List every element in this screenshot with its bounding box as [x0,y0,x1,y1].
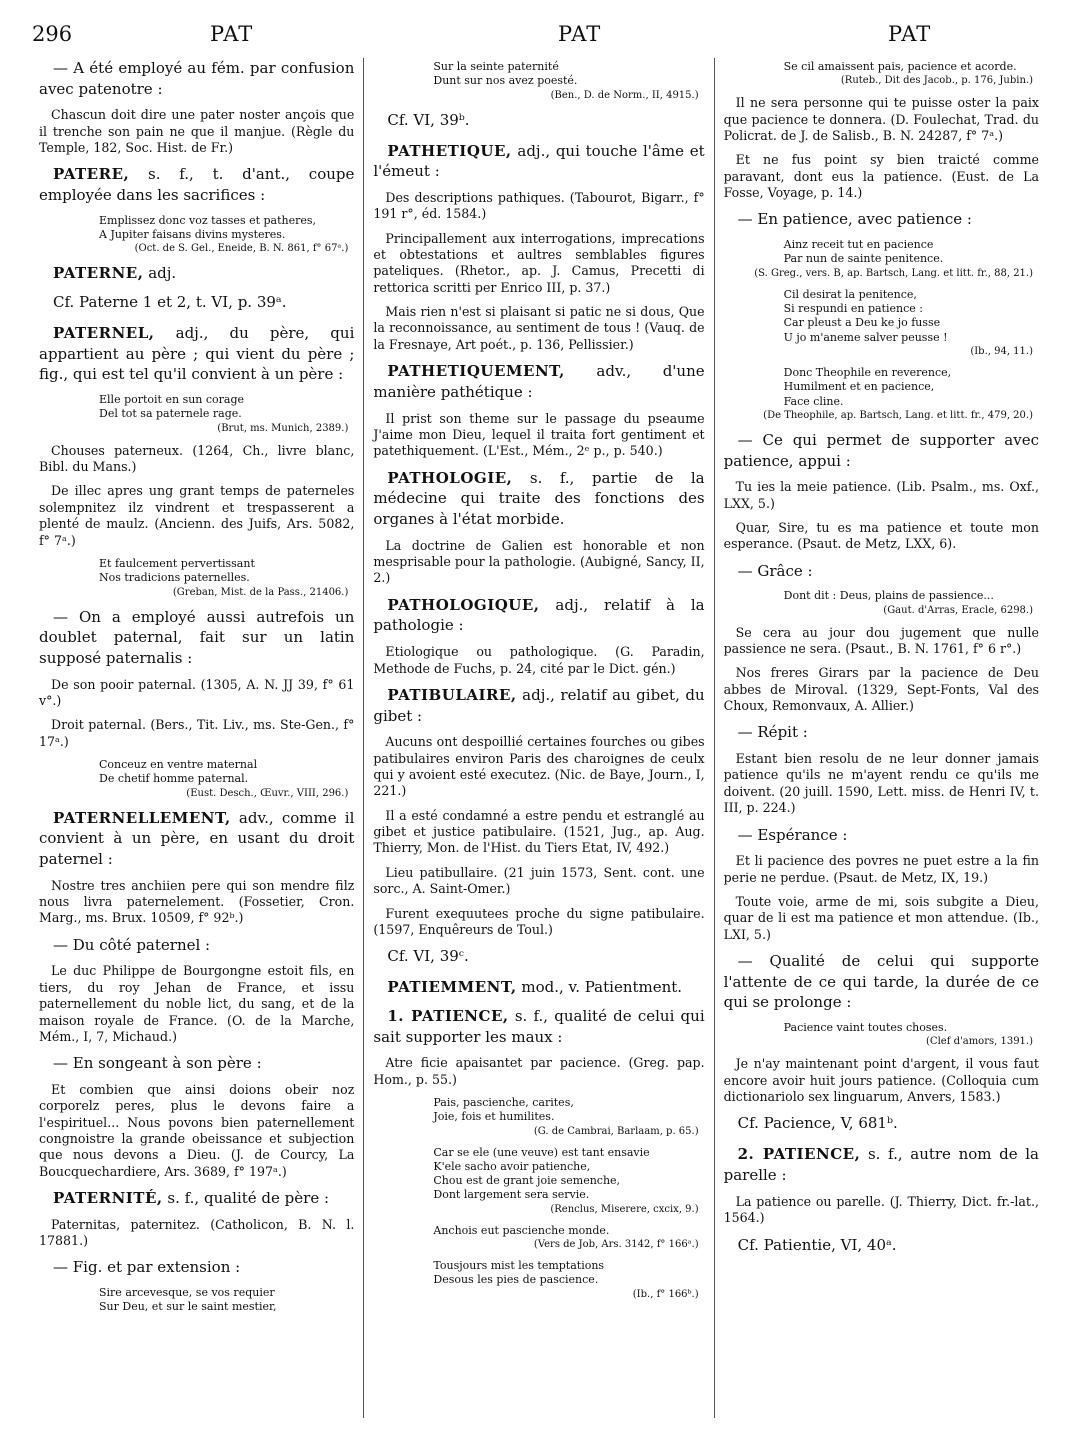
headword: PATERNEL, [53,324,155,343]
entry-text: Nostre tres anchiien pere qui son mendre filz nous livra paternelement. (Fossetier, Cron. Marg., ms. Brux. 10509, f° 92ᵇ.) [39,877,355,926]
verse-line: Pacience vaint toutes choses. [783,1021,948,1035]
entry-text: adv., comme il convient à un père, en usant du droit paternel : [39,808,355,868]
entry-text: Estant bien resolu de ne leur donner jamais patience qu'ils ne m'ayent rendu ce qu'ils me doivent. (20 juill. 1590, Lett. miss. de Henri IV, t. III, p. 224.) [723,751,1039,816]
verse-quotation [373,60,704,102]
dictionary-entry [724,1144,1039,1185]
text-columns [30,58,1048,1418]
verse-line: Nos tradicions paternelles. [99,571,250,585]
verse-source: (Ben., D. de Norm., II, 4915.) [550,89,699,101]
column-right [715,58,1048,1418]
citation [373,231,704,296]
citation [724,1194,1039,1227]
verse-line: Cil desirat la penitence, [783,287,917,301]
verse-line: Si respundi en patience : [783,302,923,316]
verse-line: Dunt sur nos avez poesté. [433,74,578,88]
verse-quotation [39,214,354,256]
verse-quotation [724,589,1039,616]
entry-text: Principallement aux interrogations, imprecations et obtestations et aultres semblables figures pateliques. (Rhetor., ap. J. Camus, Precetti di rettorica scritti per Enrico III, p. 37.) [373,230,705,295]
verse-line: Sur Deu, et sur le saint mestier, [99,1300,277,1314]
entry-text: adj. [148,264,177,283]
entry-text: Toute voie, arme de mi, sois subgite a Dieu, quar de li est ma patience et mon attendue. (Ib., LXI, 5.) [723,893,1039,942]
entry-text: Etiologique ou pathologique. (G. Paradin, Methode de Fuchs, p. 24, cité par le Dict. gén.) [373,644,705,676]
entry-text: Mais rien n'est si plaisant si patic ne si dous, Que la reconnoissance, au sentiment de tous ! (Vauq. de la Fresnaye, Art poét., p. 136, Pellissier.) [373,304,705,352]
entry-text: Il ne sera personne qui te puisse oster la paix que pacience te donnera. (D. Foulechat, Trad. du Policrat. de J. de Salisb., B. N. 24287, f° 7ᵃ.) [723,95,1039,144]
entry-text: Et ne fus point sy bien traicté comme paravant, dont eus la patience. (Eust. de La Fosse, Voyage, p. 14.) [723,152,1039,201]
citation [373,644,704,677]
verse-line: Dont largement sera servie. [433,1188,590,1202]
entry-text: Le duc Philippe de Bourgongne estoit fils, en tiers, du roy Jehan de France, et issu paternellement du noble lict, du sang, et de la maison royale de France. (O. de la Marche, Mém., I, 7, Michaud.) [39,963,355,1044]
verse-line: Dont dit : Deus, plains de passience... [783,589,994,603]
verse-quotation [724,238,1039,280]
headword: PATERNE, [53,264,144,283]
verse-line: Desous les pies de pascience. [433,1273,599,1287]
verse-quotation [39,393,354,435]
verse-source: (Greban, Mist. de la Pass., 21406.) [172,586,349,598]
citation [724,665,1039,714]
verse-line: Joie, fois et humilites. [433,1110,555,1124]
verse-source: (Oct. de S. Gel., Eneide, B. N. 861, f° 67ᵃ.) [134,243,349,255]
headword: PATERNITÉ, [53,1189,163,1208]
verse-source: (Gaut. d'Arras, Eracle, 6298.) [883,604,1033,616]
entry-text: — Ce qui permet de supporter avec patience, appui : [723,430,1039,470]
entry-text: Cf. Patientie, VI, 40ᵃ. [737,1235,897,1254]
headword: PATERNELLEMENT, [53,808,231,827]
entry-text: Atre ficie apaisantet par pacience. (Greg. pap. Hom., p. 55.) [373,1055,705,1087]
citation [373,411,704,460]
sub-sense [724,561,1039,582]
entry-text: Cf. VI, 39ᵇ. [387,110,470,129]
cross-reference [39,292,354,313]
entry-text: La doctrine de Galien est honorable et non mesprisable pour la pathologie. (Aubigné, Sancy, II, 2.) [373,537,705,586]
verse-line: Face cline. [783,394,844,408]
verse-quotation [724,60,1039,87]
verse-line: Sur la seinte paternité [433,60,559,73]
headword: PATHETIQUE, [387,141,512,160]
sub-sense [724,825,1039,846]
entry-text: Chascun doit dire une pater noster ançois que il trenche son pain ne que il manjue. (Règle du Temple, 182, Soc. Hist. de Fr.) [39,107,355,156]
entry-text: adv., d'une manière pathétique : [373,362,705,401]
entry-text: Paternitas, paternitez. (Catholicon, B. N. l. 17881.) [39,1216,355,1249]
citation [39,1082,354,1180]
verse-line: Sire arcevesque, se vos requier [99,1286,275,1300]
verse-quotation [373,1096,704,1138]
citation [373,304,704,353]
verse-line: Par nun de sainte penitence. [783,252,944,266]
verse-line: Donc Theophile en reverence, [783,365,952,379]
entry-text: De illec apres ung grant temps de paterneles solempnitez ilz vindrent et trespasserent a plenté de maulz. (Ancienn. des Juifs, Ars. 5082, f° 7ᵃ.) [39,483,355,548]
dictionary-entry [39,263,354,284]
verse-quotation [724,288,1039,358]
entry-text: — Grâce : [737,561,813,580]
verse-source: (Ib., 94, 11.) [970,345,1033,357]
citation [373,865,704,898]
verse-line: Ainz receit tut en pacience [783,238,934,252]
entry-text: Chouses paterneux. (1264, Ch., livre blanc, Bibl. du Mans.) [39,442,355,475]
entry-text: s. f., qualité de père : [167,1189,330,1208]
cross-reference [724,1113,1039,1134]
verse-line: Emplissez donc voz tasses et patheres, [99,213,317,227]
entry-text: Je n'ay maintenant point d'argent, il vous faut encore avoir huit jours patience. (Colloquia cum dictionariolo sex linguarum, Anvers, 1583.) [723,1056,1039,1105]
verse-quotation [39,1286,354,1315]
entry-text: De son pooir paternal. (1305, A. N. JJ 39, f° 61 v°.) [39,676,355,708]
entry-text: — Répit : [737,723,808,742]
running-head-middle: PAT [558,22,602,46]
citation [39,963,354,1045]
verse-quotation [724,1021,1039,1048]
entry-text: — A été employé au fém. par confusion avec patenotre : [39,59,355,98]
dictionary-entry [39,1188,354,1209]
verse-line: Se cil amaissent pais, pacience et acorde. [783,60,1017,73]
entry-text: La patience ou parelle. (J. Thierry, Dict. fr.-lat., 1564.) [723,1193,1039,1226]
verse-line: Tousjours mist les temptations [433,1259,605,1273]
headword: PATHOLOGIE, [387,468,513,487]
citation [724,894,1039,943]
headword: 2. PATIENCE, [737,1145,861,1164]
citation [373,538,704,587]
verse-line: Elle portoit en sun corage [99,393,245,407]
entry-text: s. f., t. d'ant., coupe employée dans les sacrifices : [39,165,355,205]
entry-text: adj., relatif à la pathologie : [373,595,705,635]
verse-source: (Vers de Job, Ars. 3142, f° 166ᵃ.) [533,1239,699,1251]
entry-text: adj., relatif au gibet, du gibet : [373,685,705,725]
verse-line: Car pleust a Deu ke jo fusse [783,316,941,330]
verse-line: De chetif homme paternal. [99,772,249,786]
dictionary-entry [373,977,704,998]
verse-source: (G. de Cambrai, Barlaam, p. 65.) [533,1125,699,1137]
citation [724,625,1039,658]
entry-text: — Qualité de celui qui supporte l'attente de ce qui tarde, la durée de ce qui se prolonge : [723,952,1039,1012]
entry-text: Quar, Sire, tu es ma patience et toute mon esperance. (Psaut. de Metz, LXX, 6). [723,519,1039,552]
dictionary-entry [373,595,704,636]
citation [724,751,1039,816]
entry-text: — Espérance : [737,825,848,844]
sub-sense [39,58,354,99]
dictionary-entry [39,323,354,385]
verse-source: (Clef d'amors, 1391.) [926,1036,1033,1048]
entry-text: — En patience, avec patience : [737,210,972,229]
page-number: 296 [32,22,73,46]
entry-text: adj., qui touche l'âme et l'émeut : [373,141,705,181]
verse-source: (Ib., f° 166ᵇ.) [632,1288,699,1300]
dictionary-entry [39,808,354,870]
entry-text: Se cera au jour dou jugement que nulle passience ne sera. (Psaut., B. N. 1761, f° 6 r°.) [723,624,1039,656]
verse-source: (Renclus, Miserere, cxcix, 9.) [550,1203,699,1215]
verse-line: Car se ele (une veuve) est tant ensavie [433,1145,650,1159]
running-head-left: PAT [210,22,254,46]
column-left [30,58,363,1418]
sub-sense [724,430,1039,471]
verse-line: Et faulcement pervertissant [99,556,255,570]
column-middle [363,58,714,1418]
verse-source: (Brut, ms. Munich, 2389.) [217,422,349,434]
entry-text: Nos freres Girars par la pacience de Deu abbes de Miroval. (1329, Sept-Fonts, Val des Choux, Remonvaux, A. Allier.) [723,665,1039,714]
sub-sense [39,1257,354,1278]
entry-text: Cf. Pacience, V, 681ᵇ. [737,1114,898,1133]
dictionary-entry [373,361,704,402]
verse-quotation [724,366,1039,422]
entry-text: Furent exequutees proche du signe patibulaire. (1597, Enquêreurs de Toul.) [373,905,705,937]
verse-source: (Eust. Desch., Œuvr., VIII, 296.) [186,787,349,799]
citation [39,677,354,710]
cross-reference [724,1235,1039,1256]
entry-text: — Du côté paternel : [53,935,211,954]
verse-line: U jo m'aneme salver peusse ! [783,330,948,344]
verse-quotation [39,758,354,800]
verse-line: Chou est de grant joie semenche, [433,1174,621,1188]
entry-text: mod., v. Patientment. [521,978,683,997]
sub-sense [39,607,354,669]
sub-sense [724,951,1039,1013]
citation [373,1055,704,1088]
dictionary-entry [373,685,704,726]
sub-sense [39,1053,354,1074]
citation [724,152,1039,201]
entry-text: s. f., autre nom de la parelle : [723,1145,1039,1185]
citation [373,734,704,799]
entry-text: s. f., partie de la médecine qui traite des fonctions des organes à l'état morbide. [373,468,705,529]
entry-text: Il a esté condamné a estre pendu et estranglé au gibet et justice patibulaire. (1521, Jug., ap. Aug. Thierry, Mon. de l'Hist. du Tiers Etat, IV, 492.) [373,807,705,856]
dictionary-entry [373,141,704,182]
dictionary-entry [39,164,354,205]
headword: PATHOLOGIQUE, [387,595,540,614]
cross-reference [373,946,704,967]
citation [724,520,1039,553]
entry-text: — On a employé aussi autrefois un doublet paternal, fait sur un latin supposé paternalis : [39,607,355,667]
verse-quotation [39,557,354,599]
entry-text: Des descriptions pathiques. (Tabourot, Bigarr., f° 191 r°, éd. 1584.) [373,189,705,222]
dictionary-entry [373,468,704,530]
citation [39,1217,354,1250]
entry-text: Et li pacience des povres ne puet estre a la fin perie ne perdue. (Psaut. de Metz, IX, 19.) [723,853,1039,885]
entry-text: — Fig. et par extension : [53,1258,241,1277]
citation [373,808,704,857]
citation [39,878,354,927]
entry-text: Cf. Paterne 1 et 2, t. VI, p. 39ᵃ. [53,293,287,312]
entry-text: Aucuns ont despoillié certaines fourches ou gibes patibulaires environ Paris des charoignes de ceulx qui y avoient esté executez. (Nic. de Baye, Journ., I, 221.) [373,734,705,799]
entry-text: Droit paternal. (Bers., Tit. Liv., ms. Ste-Gen., f° 17ᵃ.) [39,717,355,749]
dictionary-entry [373,1006,704,1047]
cross-reference [373,110,704,131]
entry-text: Tu ies la meie patience. (Lib. Psalm., ms. Oxf., LXX, 5.) [723,479,1039,511]
verse-source: (S. Greg., vers. B, ap. Bartsch, Lang. et litt. fr., 88, 21.) [754,267,1033,279]
verse-source: (De Theophile, ap. Bartsch, Lang. et litt. fr., 479, 20.) [763,409,1033,421]
verse-line: K'ele sacho avoir patienche, [433,1159,591,1173]
citation [39,483,354,548]
headword: 1. PATIENCE, [387,1006,509,1025]
citation [724,853,1039,886]
sub-sense [724,722,1039,743]
running-header [30,22,1048,58]
entry-text: adj., du père, qui appartient au père ; qui vient du père ; fig., qui est tel qu'il convient à un père : [39,324,355,384]
citation [39,107,354,156]
entry-text: s. f., qualité de celui qui sait supporter les maux : [373,1006,705,1046]
citation [373,190,704,223]
headword: PATHETIQUEMENT, [387,362,565,381]
sub-sense [724,209,1039,230]
verse-quotation [373,1146,704,1216]
verse-line: Humilment et en pacience, [783,380,935,394]
verse-quotation [373,1224,704,1251]
entry-text: Cf. VI, 39ᶜ. [387,947,469,966]
headword: PATERE, [53,165,130,184]
citation [373,906,704,939]
entry-text: Lieu patibullaire. (21 juin 1573, Sent. cont. une sorc., A. Saint-Omer.) [373,864,705,897]
verse-line: Del tot sa paternele rage. [99,407,242,421]
citation [724,1056,1039,1105]
entry-text: — En songeant à son père : [53,1054,262,1073]
citation [39,443,354,476]
entry-text: Il prist son theme sur le passage du pseaume J'aime mon Dieu, lequel il traita fort gentiment et patethiquement. (L'Est., Mém., 2ᵉ p., p. 540.) [373,410,705,459]
sub-sense [39,935,354,956]
citation [39,717,354,750]
citation [724,479,1039,512]
running-head-right: PAT [888,22,932,46]
citation [724,95,1039,144]
verse-quotation [373,1259,704,1301]
headword: PATIBULAIRE, [387,685,517,704]
verse-line: Anchois eut pascienche monde. [433,1223,610,1237]
headword: PATIEMMENT, [387,978,517,997]
verse-source: (Ruteb., Dit des Jacob., p. 176, Jubin.) [840,75,1033,87]
entry-text: Et combien que ainsi doions obeir noz corporelz peres, plus le devons faire a l'espirituel... Nous povons bien paternellement congnoistre la grande obeissance et subjection que nous devons a Dieu. (J. de Courcy, La Boucquechardiere, Ars. 3689, f° 197ᵃ.) [39,1081,355,1179]
verse-line: Pais, pascienche, carites, [433,1096,574,1109]
verse-line: Conceuz en ventre maternal [99,758,258,772]
verse-line: A Jupiter faisans divins mysteres. [99,228,286,242]
